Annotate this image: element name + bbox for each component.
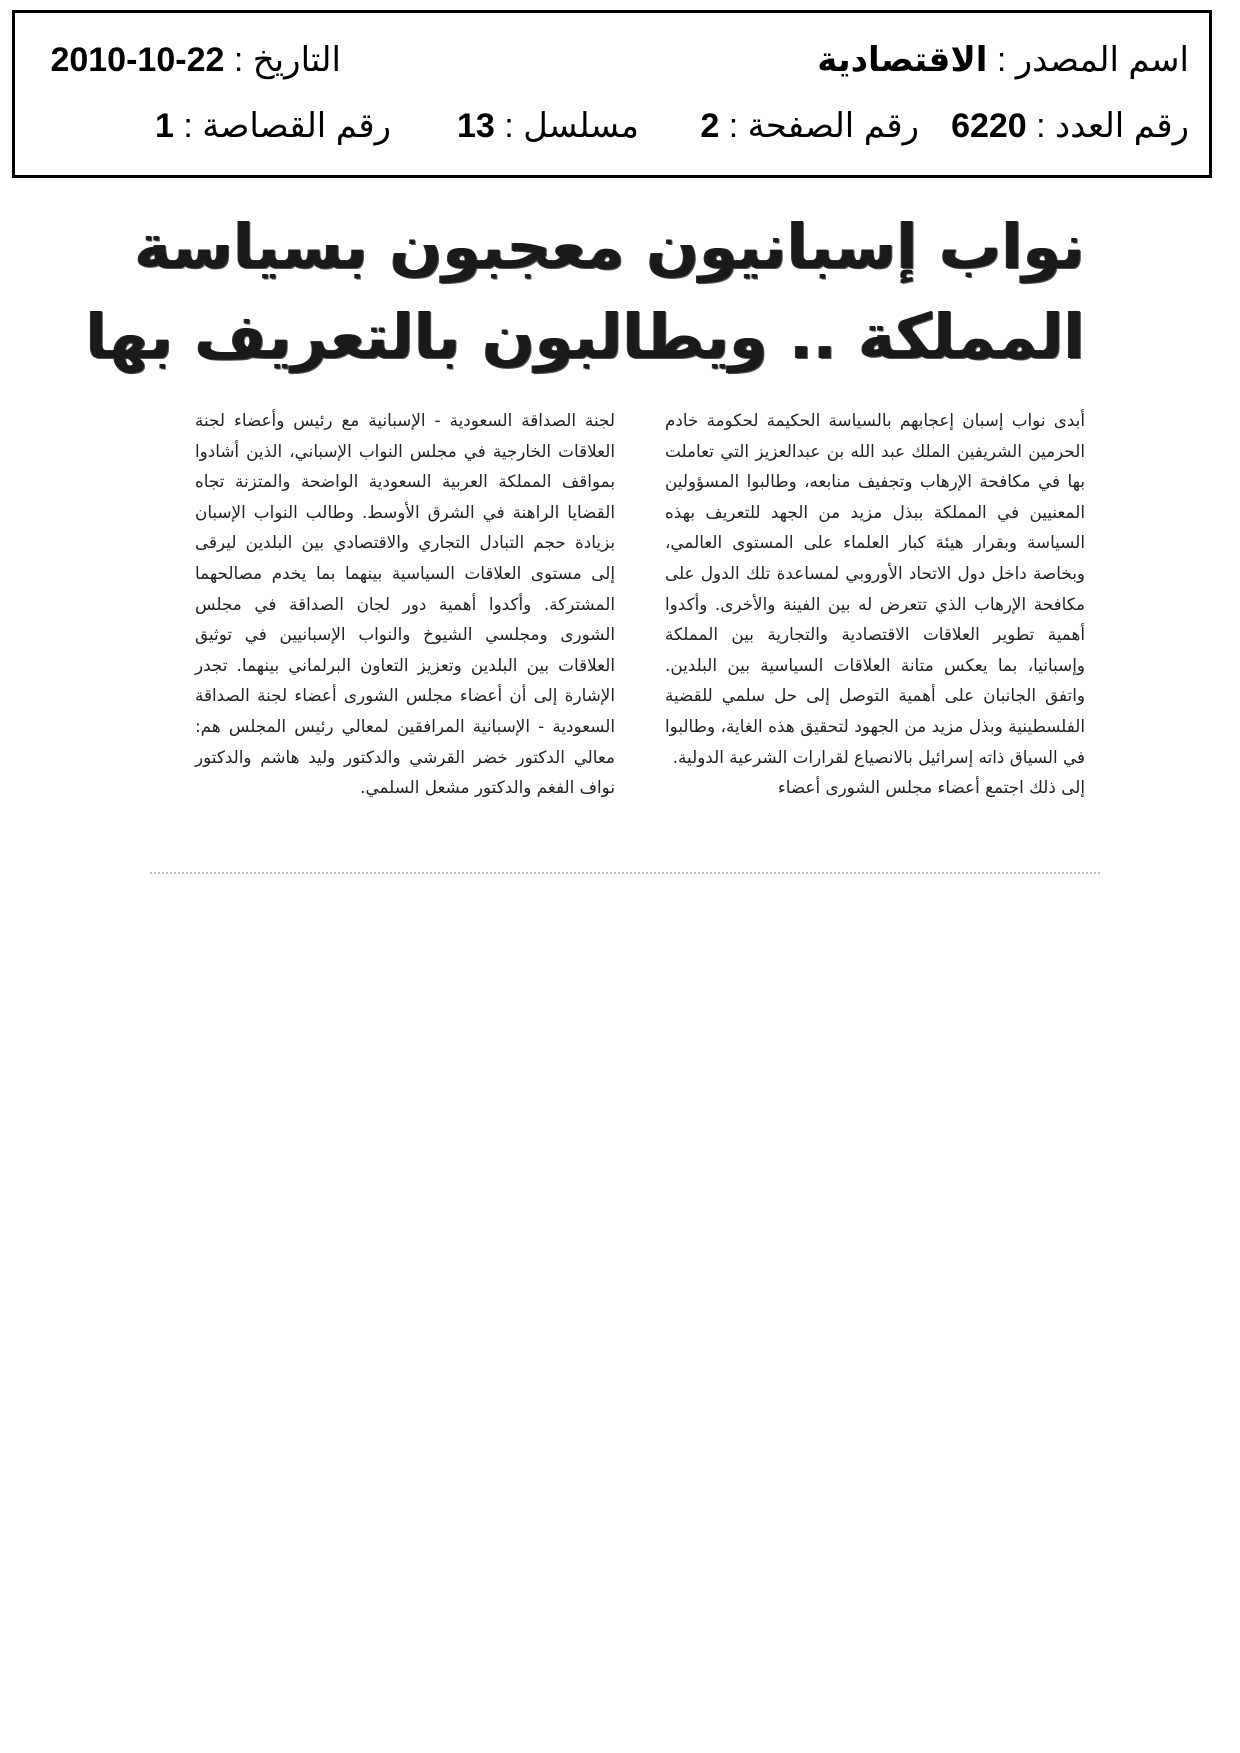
- article-paragraph-end: إلى ذلك اجتمع أعضاء مجلس الشورى أعضاء: [777, 777, 1085, 798]
- headline-line-1: نواب إسبانيون معجبون بسياسة: [134, 210, 1085, 283]
- date-label: التاريخ :: [233, 41, 341, 79]
- clipping-header: [12, 10, 1212, 178]
- headline-line-2: المملكة .. ويطالبون بالتعريف بها: [85, 300, 1085, 373]
- clip-label: رقم القصاصة :: [183, 107, 391, 145]
- serial-value: 13: [456, 107, 495, 145]
- page-field: [700, 109, 919, 143]
- page-value: 2: [700, 107, 720, 145]
- article-column-left: [195, 405, 615, 803]
- issue-value: 6220: [951, 107, 1027, 145]
- article-paragraph: أبدى نواب إسبان إعجابهم بالسياسة الحكيمة لحكومة خادم الحرمين الشريفين الملك عبد الله بن عبدالعزيز التي تعاملت بها في مكافحة الإرهاب وتجفيف منابعه، وطالبوا المسؤولين المعنيين في المملكة ببذل مزيد من الجهد للتعريف بهذه السياسة وبقرار هيئة كبار العلماء على المستوى العالمي، وبخاصة داخل دول الاتحاد الأوروبي لمساعدة تلك الدول على مكافحة الإرهاب الذي تتعرض له بين الفينة والأخرى. وأكدوا أهمية تطوير العلاقات الاقتصادية والتجارية بين المملكة وإسبانيا، بما يعكس متانة العلاقات السياسية بين البلدين. واتفق الجانبان على أهمية التوصل إلى حل سلمي للقضية الفلسطينية وبذل مزيد من الجهود لتحقيق هذه الغاية، وطالبوا في السياق ذاته إسرائيل بالانصياع لقرارات الشرعية الدولية.: [665, 410, 1085, 767]
- serial-field: [457, 109, 639, 143]
- page-label: رقم الصفحة :: [728, 107, 919, 145]
- source-value: الاقتصادية: [817, 41, 988, 79]
- issue-field: [951, 109, 1189, 143]
- article-column-right: [665, 405, 1085, 803]
- clipping-bottom-rule: [150, 872, 1100, 874]
- article-paragraph: لجنة الصداقة السعودية - الإسبانية مع رئيس وأعضاء لجنة العلاقات الخارجية في مجلس النواب الإسباني، الذين أشادوا بمواقف المملكة العربية السعودية الواضحة والمتزنة تجاه القضايا الراهنة في الشرق الأوسط. وطالب النواب الإسبان بزيادة حجم التبادل التجاري والاقتصادي بين البلدين ليرقى إلى مستوى العلاقات السياسية بينهما بما يخدم مصالحهما المشتركة. وأكدوا أهمية دور لجان الصداقة في مجلس الشورى ومجلسي الشيوخ والنواب الإسبانيين في توثيق العلاقات بين البلدين وتعزيز التعاون البرلماني بينهما. تجدر الإشارة إلى أن أعضاء مجلس الشورى أعضاء لجنة الصداقة السعودية - الإسبانية المرافقين لمعالي رئيس المجلس هم: معالي الدكتور خضر القرشي والدكتور وليد هاشم والدكتور نواف الفغم والدكتور مشعل السلمي.: [195, 410, 615, 798]
- issue-label: رقم العدد :: [1036, 107, 1189, 145]
- clip-value: 1: [155, 107, 174, 145]
- serial-label: مسلسل :: [504, 107, 639, 145]
- source-field: [817, 43, 1189, 77]
- clip-field: [155, 109, 391, 143]
- source-label: اسم المصدر :: [996, 41, 1189, 79]
- date-value: 22-10-2010: [50, 41, 225, 79]
- date-field: [50, 43, 341, 77]
